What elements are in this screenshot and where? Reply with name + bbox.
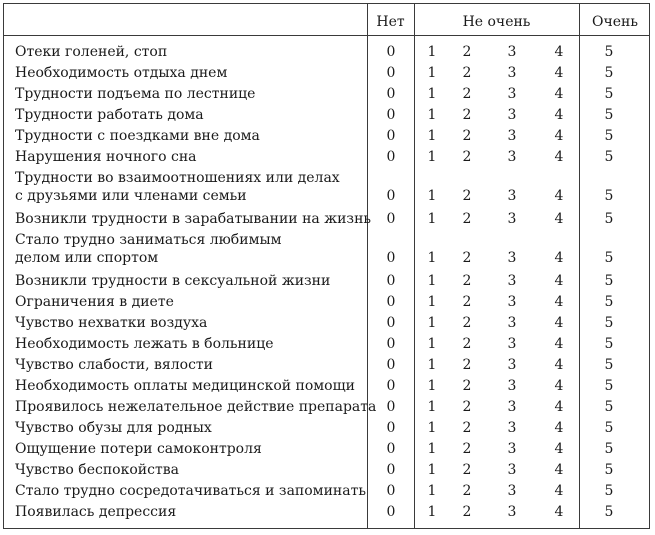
scale-value-4: 4	[554, 65, 564, 81]
scale-value-0: 0	[386, 504, 396, 520]
row-label: Возникли трудности в зарабатывании на жизнь	[15, 211, 372, 227]
scale-value-0: 0	[386, 65, 396, 81]
scale-value-1: 1	[427, 211, 437, 227]
scale-value-0: 0	[386, 128, 396, 144]
scale-value-5: 5	[604, 336, 614, 352]
scale-value-3: 3	[507, 441, 517, 457]
row-label: с друзьями или членами семьи	[15, 188, 247, 204]
scale-value-5: 5	[604, 107, 614, 123]
scale-value-1: 1	[427, 188, 437, 204]
scale-value-5: 5	[604, 44, 614, 60]
scale-value-3: 3	[507, 336, 517, 352]
row-label: Необходимость оплаты медицинской помощи	[15, 378, 355, 394]
scale-value-5: 5	[604, 86, 614, 102]
scale-value-3: 3	[507, 504, 517, 520]
questionnaire-table	[3, 3, 650, 529]
scale-value-1: 1	[427, 294, 437, 310]
scale-value-4: 4	[554, 462, 564, 478]
scale-value-3: 3	[507, 44, 517, 60]
scale-value-1: 1	[427, 378, 437, 394]
scale-value-2: 2	[462, 211, 472, 227]
scale-value-1: 1	[427, 149, 437, 165]
scale-value-4: 4	[554, 44, 564, 60]
scale-value-4: 4	[554, 420, 564, 436]
scale-value-0: 0	[386, 399, 396, 415]
row-label: Возникли трудности в сексуальной жизни	[15, 273, 331, 289]
scale-value-1: 1	[427, 250, 437, 266]
scale-value-2: 2	[462, 399, 472, 415]
scale-value-2: 2	[462, 420, 472, 436]
scale-value-1: 1	[427, 420, 437, 436]
scale-value-1: 1	[427, 504, 437, 520]
scale-value-2: 2	[462, 315, 472, 331]
scale-value-1: 1	[427, 357, 437, 373]
scale-value-0: 0	[386, 336, 396, 352]
scale-value-0: 0	[386, 441, 396, 457]
scale-value-0: 0	[386, 462, 396, 478]
scale-value-0: 0	[386, 44, 396, 60]
column-divider	[414, 4, 415, 528]
scale-value-3: 3	[507, 86, 517, 102]
scale-value-2: 2	[462, 149, 472, 165]
scale-value-2: 2	[462, 86, 472, 102]
scale-value-4: 4	[554, 188, 564, 204]
scale-value-2: 2	[462, 128, 472, 144]
scale-value-5: 5	[604, 250, 614, 266]
scale-value-2: 2	[462, 336, 472, 352]
scale-value-4: 4	[554, 357, 564, 373]
scale-value-5: 5	[604, 420, 614, 436]
scale-value-3: 3	[507, 399, 517, 415]
scale-value-5: 5	[604, 65, 614, 81]
scale-value-4: 4	[554, 441, 564, 457]
row-label: Необходимость лежать в больнице	[15, 336, 274, 352]
row-label: Проявилось нежелательное действие препарата	[15, 399, 377, 415]
scale-value-0: 0	[386, 483, 396, 499]
scale-value-3: 3	[507, 462, 517, 478]
scale-value-3: 3	[507, 378, 517, 394]
scale-value-5: 5	[604, 128, 614, 144]
scale-value-1: 1	[427, 107, 437, 123]
scale-value-0: 0	[386, 378, 396, 394]
scale-value-0: 0	[386, 273, 396, 289]
scale-value-3: 3	[507, 357, 517, 373]
scale-value-3: 3	[507, 149, 517, 165]
scale-value-3: 3	[507, 483, 517, 499]
scale-value-3: 3	[507, 128, 517, 144]
scale-value-4: 4	[554, 211, 564, 227]
scale-value-2: 2	[462, 65, 472, 81]
column-divider	[367, 4, 368, 528]
row-label: Чувство нехватки воздуха	[15, 315, 208, 331]
scale-value-4: 4	[554, 250, 564, 266]
scale-value-5: 5	[604, 149, 614, 165]
scale-value-3: 3	[507, 250, 517, 266]
scale-value-5: 5	[604, 462, 614, 478]
column-divider	[579, 4, 580, 528]
row-label: Стало трудно заниматься любимым	[15, 232, 282, 248]
scale-value-0: 0	[386, 86, 396, 102]
scale-value-1: 1	[427, 336, 437, 352]
scale-value-5: 5	[604, 441, 614, 457]
scale-value-4: 4	[554, 483, 564, 499]
scale-value-2: 2	[462, 441, 472, 457]
scale-value-1: 1	[427, 462, 437, 478]
scale-value-3: 3	[507, 211, 517, 227]
scale-value-2: 2	[462, 294, 472, 310]
scale-value-2: 2	[462, 107, 472, 123]
scale-value-4: 4	[554, 504, 564, 520]
scale-value-5: 5	[604, 357, 614, 373]
scale-value-0: 0	[386, 250, 396, 266]
scale-value-5: 5	[604, 273, 614, 289]
scale-value-1: 1	[427, 273, 437, 289]
scale-value-4: 4	[554, 128, 564, 144]
scale-value-2: 2	[462, 504, 472, 520]
scale-value-4: 4	[554, 294, 564, 310]
scale-value-5: 5	[604, 294, 614, 310]
scale-value-5: 5	[604, 211, 614, 227]
scale-value-5: 5	[604, 399, 614, 415]
row-label: делом или спортом	[15, 250, 159, 266]
scale-value-5: 5	[604, 504, 614, 520]
scale-value-1: 1	[427, 483, 437, 499]
scale-value-1: 1	[427, 65, 437, 81]
scale-value-4: 4	[554, 86, 564, 102]
row-label: Чувство слабости, вялости	[15, 357, 213, 373]
scale-value-4: 4	[554, 315, 564, 331]
scale-value-2: 2	[462, 378, 472, 394]
header-very: Очень	[592, 14, 638, 30]
row-label: Отеки голеней, стоп	[15, 44, 168, 60]
scale-value-1: 1	[427, 44, 437, 60]
scale-value-1: 1	[427, 86, 437, 102]
scale-value-2: 2	[462, 483, 472, 499]
header-none: Нет	[376, 14, 405, 30]
row-label: Чувство беспокойства	[15, 462, 179, 478]
scale-value-4: 4	[554, 273, 564, 289]
row-label: Трудности работать дома	[15, 107, 204, 123]
scale-value-3: 3	[507, 273, 517, 289]
scale-value-2: 2	[462, 250, 472, 266]
scale-value-0: 0	[386, 357, 396, 373]
scale-value-4: 4	[554, 378, 564, 394]
scale-value-1: 1	[427, 399, 437, 415]
scale-value-0: 0	[386, 149, 396, 165]
scale-value-2: 2	[462, 462, 472, 478]
scale-value-3: 3	[507, 107, 517, 123]
scale-value-5: 5	[604, 483, 614, 499]
scale-value-4: 4	[554, 399, 564, 415]
scale-value-0: 0	[386, 294, 396, 310]
scale-value-0: 0	[386, 420, 396, 436]
scale-value-0: 0	[386, 188, 396, 204]
scale-value-1: 1	[427, 441, 437, 457]
row-label: Необходимость отдыха днем	[15, 65, 228, 81]
scale-value-2: 2	[462, 44, 472, 60]
header-not-very: Не очень	[462, 14, 531, 30]
scale-value-0: 0	[386, 107, 396, 123]
scale-value-3: 3	[507, 315, 517, 331]
header-divider	[4, 35, 649, 36]
scale-value-2: 2	[462, 188, 472, 204]
scale-value-1: 1	[427, 315, 437, 331]
row-label: Нарушения ночного сна	[15, 149, 197, 165]
scale-value-5: 5	[604, 378, 614, 394]
row-label: Трудности во взаимоотношениях или делах	[15, 170, 340, 186]
scale-value-3: 3	[507, 65, 517, 81]
scale-value-3: 3	[507, 294, 517, 310]
scale-value-0: 0	[386, 315, 396, 331]
row-label: Трудности с поездками вне дома	[15, 128, 260, 144]
row-label: Появилась депрессия	[15, 504, 177, 520]
row-label: Трудности подъема по лестнице	[15, 86, 256, 102]
scale-value-4: 4	[554, 149, 564, 165]
scale-value-2: 2	[462, 357, 472, 373]
scale-value-5: 5	[604, 315, 614, 331]
scale-value-0: 0	[386, 211, 396, 227]
scale-value-4: 4	[554, 336, 564, 352]
scale-value-5: 5	[604, 188, 614, 204]
scale-value-2: 2	[462, 273, 472, 289]
scale-value-1: 1	[427, 128, 437, 144]
row-label: Ощущение потери самоконтроля	[15, 441, 262, 457]
scale-value-4: 4	[554, 107, 564, 123]
scale-value-3: 3	[507, 420, 517, 436]
row-label: Ограничения в диете	[15, 294, 174, 310]
scale-value-3: 3	[507, 188, 517, 204]
row-label: Чувство обузы для родных	[15, 420, 212, 436]
row-label: Стало трудно сосредотачиваться и запоминать	[15, 483, 366, 499]
